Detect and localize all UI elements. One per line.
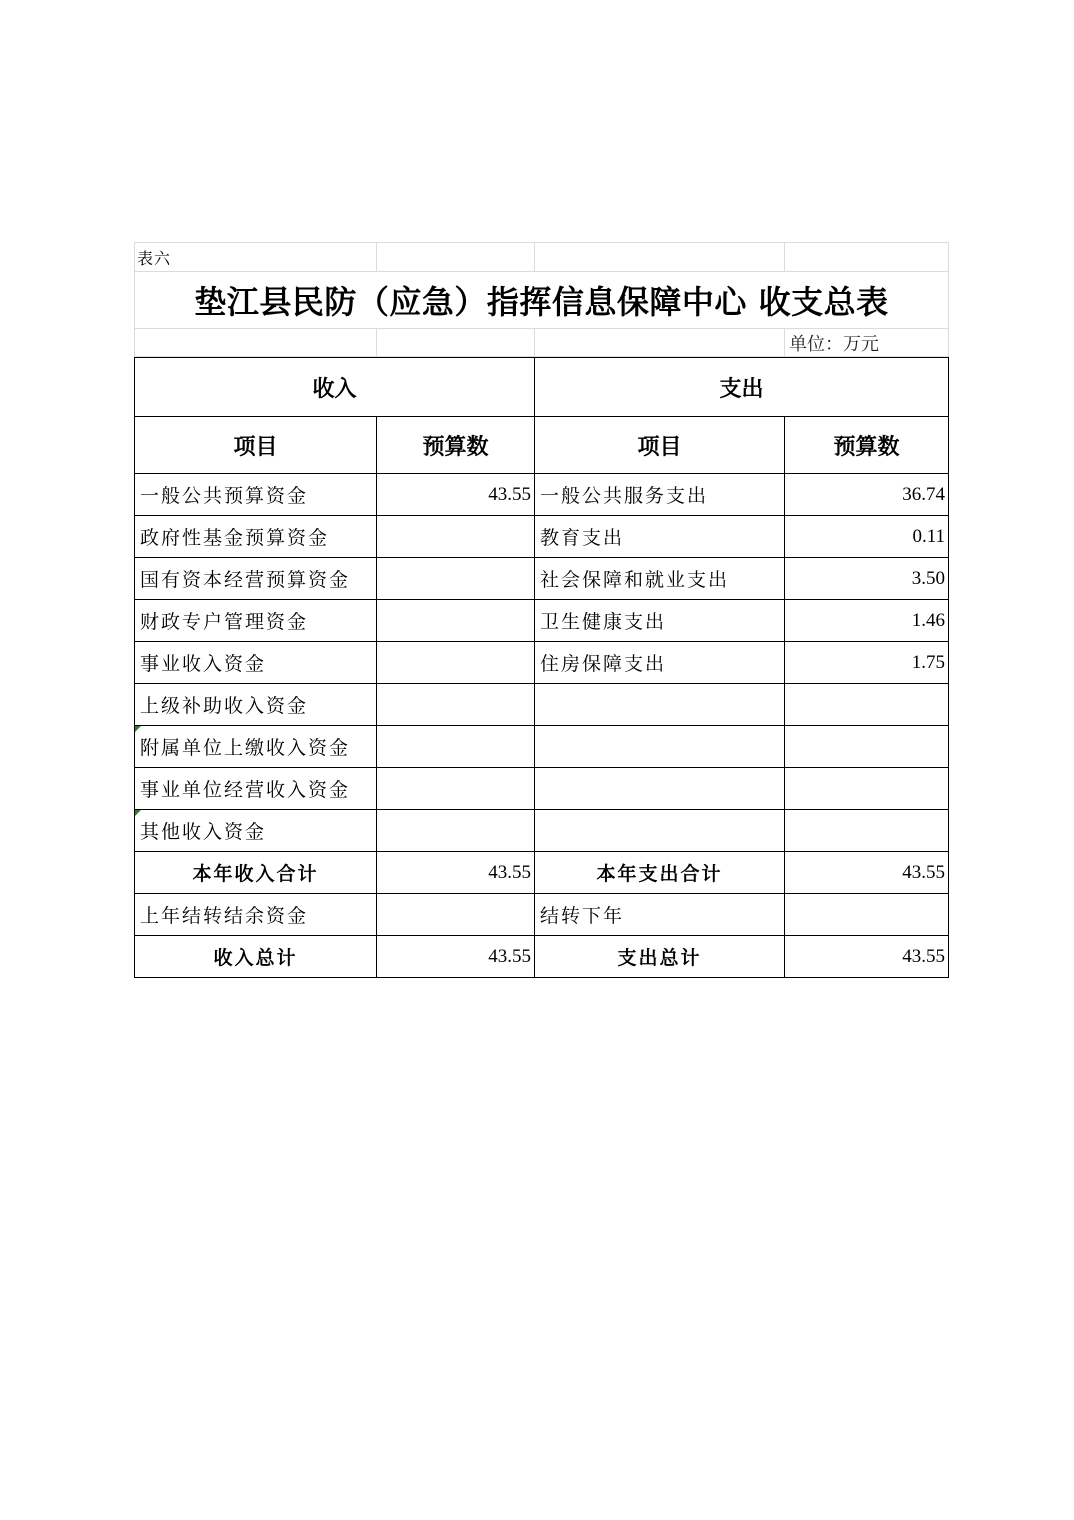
income-item-cell: 附属单位上缴收入资金: [135, 726, 377, 768]
expense-item-cell: 本年支出合计: [535, 852, 785, 894]
income-value-cell: [377, 558, 535, 600]
expense-item-cell: [535, 810, 785, 852]
income-item-cell: 上级补助收入资金: [135, 684, 377, 726]
expense-item-cell: 社会保障和就业支出: [535, 558, 785, 600]
expense-value-cell: 1.75: [785, 642, 949, 684]
income-item-cell: 财政专户管理资金: [135, 600, 377, 642]
expense-value-cell: [785, 810, 949, 852]
income-section-header: 收入: [135, 358, 535, 417]
expense-item-cell: 结转下年: [535, 894, 785, 936]
income-value-cell: [377, 600, 535, 642]
table-row: [135, 810, 949, 852]
section-header-row: [135, 358, 949, 417]
income-value-cell: [377, 810, 535, 852]
table-row: [135, 600, 949, 642]
income-item-cell: 政府性基金预算资金: [135, 516, 377, 558]
income-item-cell: 其他收入资金: [135, 810, 377, 852]
table-row: [135, 894, 949, 936]
table-row: [135, 768, 949, 810]
table-row: [135, 852, 949, 894]
expense-item-cell: 卫生健康支出: [535, 600, 785, 642]
expense-value-cell: 36.74: [785, 474, 949, 516]
table-row: [135, 474, 949, 516]
expense-value-cell: 43.55: [785, 852, 949, 894]
page-title: 垫江县民防（应急）指挥信息保障中心 收支总表: [135, 272, 949, 329]
income-item-cell: 上年结转结余资金: [135, 894, 377, 936]
table-row: [135, 684, 949, 726]
expense-item-header: 项目: [535, 417, 785, 474]
expense-item-cell: 支出总计: [535, 936, 785, 978]
income-value-cell: [377, 516, 535, 558]
income-value-cell: [377, 768, 535, 810]
sheet-label: 表六: [135, 243, 377, 272]
expense-value-cell: 43.55: [785, 936, 949, 978]
unit-label: 单位：万元: [785, 329, 949, 357]
income-item-cell: 国有资本经营预算资金: [135, 558, 377, 600]
expense-item-cell: 住房保障支出: [535, 642, 785, 684]
expense-item-cell: [535, 684, 785, 726]
expense-item-cell: 教育支出: [535, 516, 785, 558]
expense-section-header: 支出: [535, 358, 949, 417]
income-value-cell: 43.55: [377, 936, 535, 978]
income-value-cell: [377, 684, 535, 726]
table-row: [135, 936, 949, 978]
income-value-cell: [377, 894, 535, 936]
expense-value-cell: 0.11: [785, 516, 949, 558]
expense-item-cell: [535, 768, 785, 810]
expense-value-cell: [785, 768, 949, 810]
expense-budget-header: 预算数: [785, 417, 949, 474]
expense-value-cell: [785, 894, 949, 936]
sheet-header-table: [134, 242, 949, 357]
income-item-cell: 收入总计: [135, 936, 377, 978]
expense-item-cell: 一般公共服务支出: [535, 474, 785, 516]
table-row: [135, 516, 949, 558]
expense-value-cell: [785, 684, 949, 726]
table-row: [135, 558, 949, 600]
income-item-header: 项目: [135, 417, 377, 474]
income-item-cell: 事业收入资金: [135, 642, 377, 684]
expense-value-cell: 1.46: [785, 600, 949, 642]
income-item-cell: 本年收入合计: [135, 852, 377, 894]
expense-value-cell: [785, 726, 949, 768]
income-item-cell: 事业单位经营收入资金: [135, 768, 377, 810]
income-expense-table: [134, 357, 949, 978]
income-item-cell: 一般公共预算资金: [135, 474, 377, 516]
table-row: [135, 726, 949, 768]
expense-item-cell: [535, 726, 785, 768]
income-value-cell: [377, 642, 535, 684]
expense-value-cell: 3.50: [785, 558, 949, 600]
income-value-cell: 43.55: [377, 852, 535, 894]
income-value-cell: [377, 726, 535, 768]
income-budget-header: 预算数: [377, 417, 535, 474]
income-value-cell: 43.55: [377, 474, 535, 516]
table-row: [135, 642, 949, 684]
column-header-row: [135, 417, 949, 474]
budget-sheet: [134, 242, 948, 978]
